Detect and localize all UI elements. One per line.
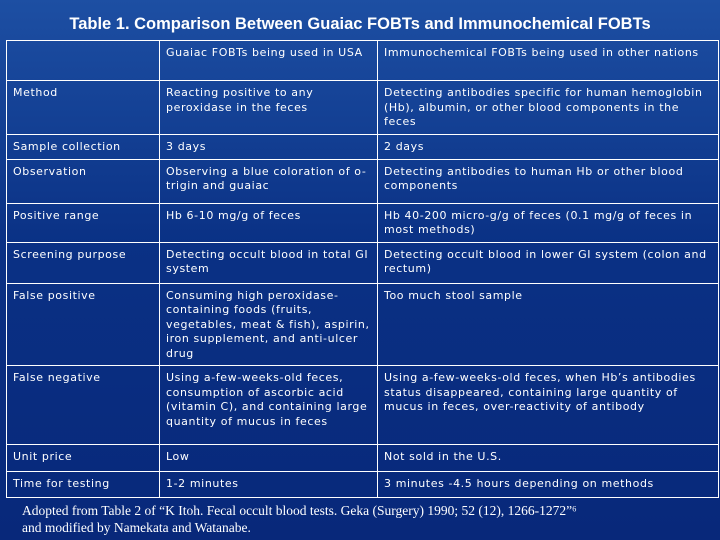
row-label: Observation	[7, 159, 160, 203]
row-label: Time for testing	[7, 472, 160, 498]
immunochemical-cell: Detecting antibodies to human Hb or other blood components	[378, 159, 719, 203]
comparison-table	[6, 40, 719, 498]
table-row-false-negative	[7, 366, 719, 445]
header-cell-immunochemical: Immunochemical FOBTs being used in other nations	[378, 41, 719, 81]
table-row-observation	[7, 159, 719, 203]
header-cell-empty	[7, 41, 160, 81]
guaiac-cell: Reacting positive to any peroxidase in the feces	[160, 81, 378, 135]
row-label: Screening purpose	[7, 242, 160, 283]
row-label: False positive	[7, 283, 160, 366]
immunochemical-cell: Hb 40-200 micro-g/g of feces (0.1 mg/g of feces in most methods)	[378, 203, 719, 242]
immunochemical-cell: Using a-few-weeks-old feces, when Hb’s antibodies status disappeared, containing large quantity of mucus in feces, over-reactivity of antibody	[378, 366, 719, 445]
guaiac-cell: 1-2 minutes	[160, 472, 378, 498]
guaiac-cell: Detecting occult blood in total GI system	[160, 242, 378, 283]
table-row-method	[7, 81, 719, 135]
footnote-line-2: and modified by Namekata and Watanabe.	[22, 520, 251, 535]
guaiac-cell: Low	[160, 445, 378, 472]
immunochemical-cell: 2 days	[378, 135, 719, 160]
row-label: Unit price	[7, 445, 160, 472]
row-label: Positive range	[7, 203, 160, 242]
table-row-unit-price	[7, 445, 719, 472]
table-header-row	[7, 41, 719, 81]
immunochemical-cell: Detecting antibodies specific for human hemoglobin (Hb), albumin, or other blood components in the feces	[378, 81, 719, 135]
table-row-positive-range	[7, 203, 719, 242]
row-label: False negative	[7, 366, 160, 445]
row-label: Method	[7, 81, 160, 135]
immunochemical-cell: Not sold in the U.S.	[378, 445, 719, 472]
immunochemical-cell: 3 minutes -4.5 hours depending on methods	[378, 472, 719, 498]
table-row-false-positive	[7, 283, 719, 366]
guaiac-cell: Using a-few-weeks-old feces, consumption of ascorbic acid (vitamin C), and containing large quantity of mucus in feces	[160, 366, 378, 445]
table-row-sample-collection	[7, 135, 719, 160]
header-cell-guaiac: Guaiac FOBTs being used in USA	[160, 41, 378, 81]
guaiac-cell: Consuming high peroxidase-containing foods (fruits, vegetables, meat & fish), aspirin, iron supplement, and anti-ulcer drug	[160, 283, 378, 366]
table-row-screening-purpose	[7, 242, 719, 283]
guaiac-cell: 3 days	[160, 135, 378, 160]
guaiac-cell: Observing a blue coloration of o-trigin and guaiac	[160, 159, 378, 203]
source-footnote	[22, 502, 577, 536]
row-label: Sample collection	[7, 135, 160, 160]
table-row-time-for-testing	[7, 472, 719, 498]
guaiac-cell: Hb 6-10 mg/g of feces	[160, 203, 378, 242]
footnote-line-1: Adopted from Table 2 of “K Itoh. Fecal occult blood tests. Geka (Surgery) 1990; 52 (12), 1266-1272”⁶	[22, 503, 577, 518]
immunochemical-cell: Too much stool sample	[378, 283, 719, 366]
immunochemical-cell: Detecting occult blood in lower GI system (colon and rectum)	[378, 242, 719, 283]
table-title: Table 1. Comparison Between Guaiac FOBTs and Immunochemical FOBTs	[69, 15, 651, 33]
